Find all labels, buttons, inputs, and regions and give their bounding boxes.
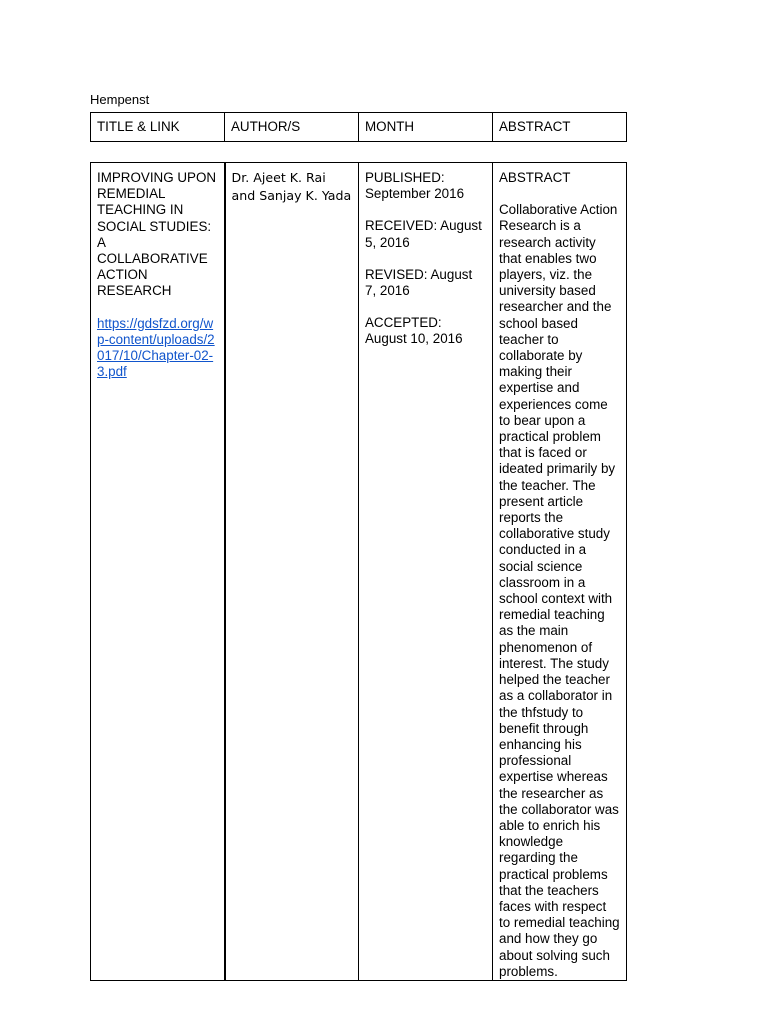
header-month: MONTH [359, 113, 493, 142]
table-row [91, 163, 627, 981]
document-label: Hempenst [90, 92, 150, 107]
received-date: RECEIVED: August 5, 2016 [365, 218, 482, 250]
header-table [90, 112, 627, 142]
title-cell [91, 163, 225, 981]
header-row [91, 113, 627, 142]
authors-cell [225, 163, 359, 981]
published-date: PUBLISHED: September 2016 [365, 170, 465, 202]
header-abstract: ABSTRACT [493, 113, 627, 142]
content-table [90, 162, 627, 981]
abstract-text: Collaborative Action Research is a research activity that enables two players, viz. the university based researcher and the school based teacher to collaborate by making their expertise and experiences come to bear upon a practical problem that is faced or ideated primarily by the teacher. The present article reports the collaborative study conducted in a social science classroom in a school context with remedial teaching as the main phenomenon of interest. The study helped the teacher as a collaborator in the thfstudy to benefit through enhancing his professional expertise whereas the researcher as the collaborator was able to enrich his knowledge regarding the practical problems that the teachers faces with respect to remedial teaching and how they go about solving such problems. [499, 202, 620, 979]
paper-title: IMPROVING UPON REMEDIAL TEACHING IN SOCIAL STUDIES: A COLLABORATIVE ACTION RESEARCH [97, 170, 217, 299]
abstract-cell [493, 163, 627, 981]
paper-authors: Dr. Ajeet K. Rai and Sanjay K. Yada [231, 170, 352, 203]
header-title-link: TITLE & LINK [91, 113, 225, 142]
header-authors: AUTHOR/S [225, 113, 359, 142]
paper-link[interactable]: https://gdsfzd.org/wp-content/uploads/2017/10/Chapter-02-3.pdf [97, 315, 215, 380]
month-cell [359, 163, 493, 981]
revised-date: REVISED: August 7, 2016 [365, 266, 473, 299]
accepted-date: ACCEPTED: August 10, 2016 [365, 315, 463, 347]
abstract-heading: ABSTRACT [499, 170, 571, 185]
